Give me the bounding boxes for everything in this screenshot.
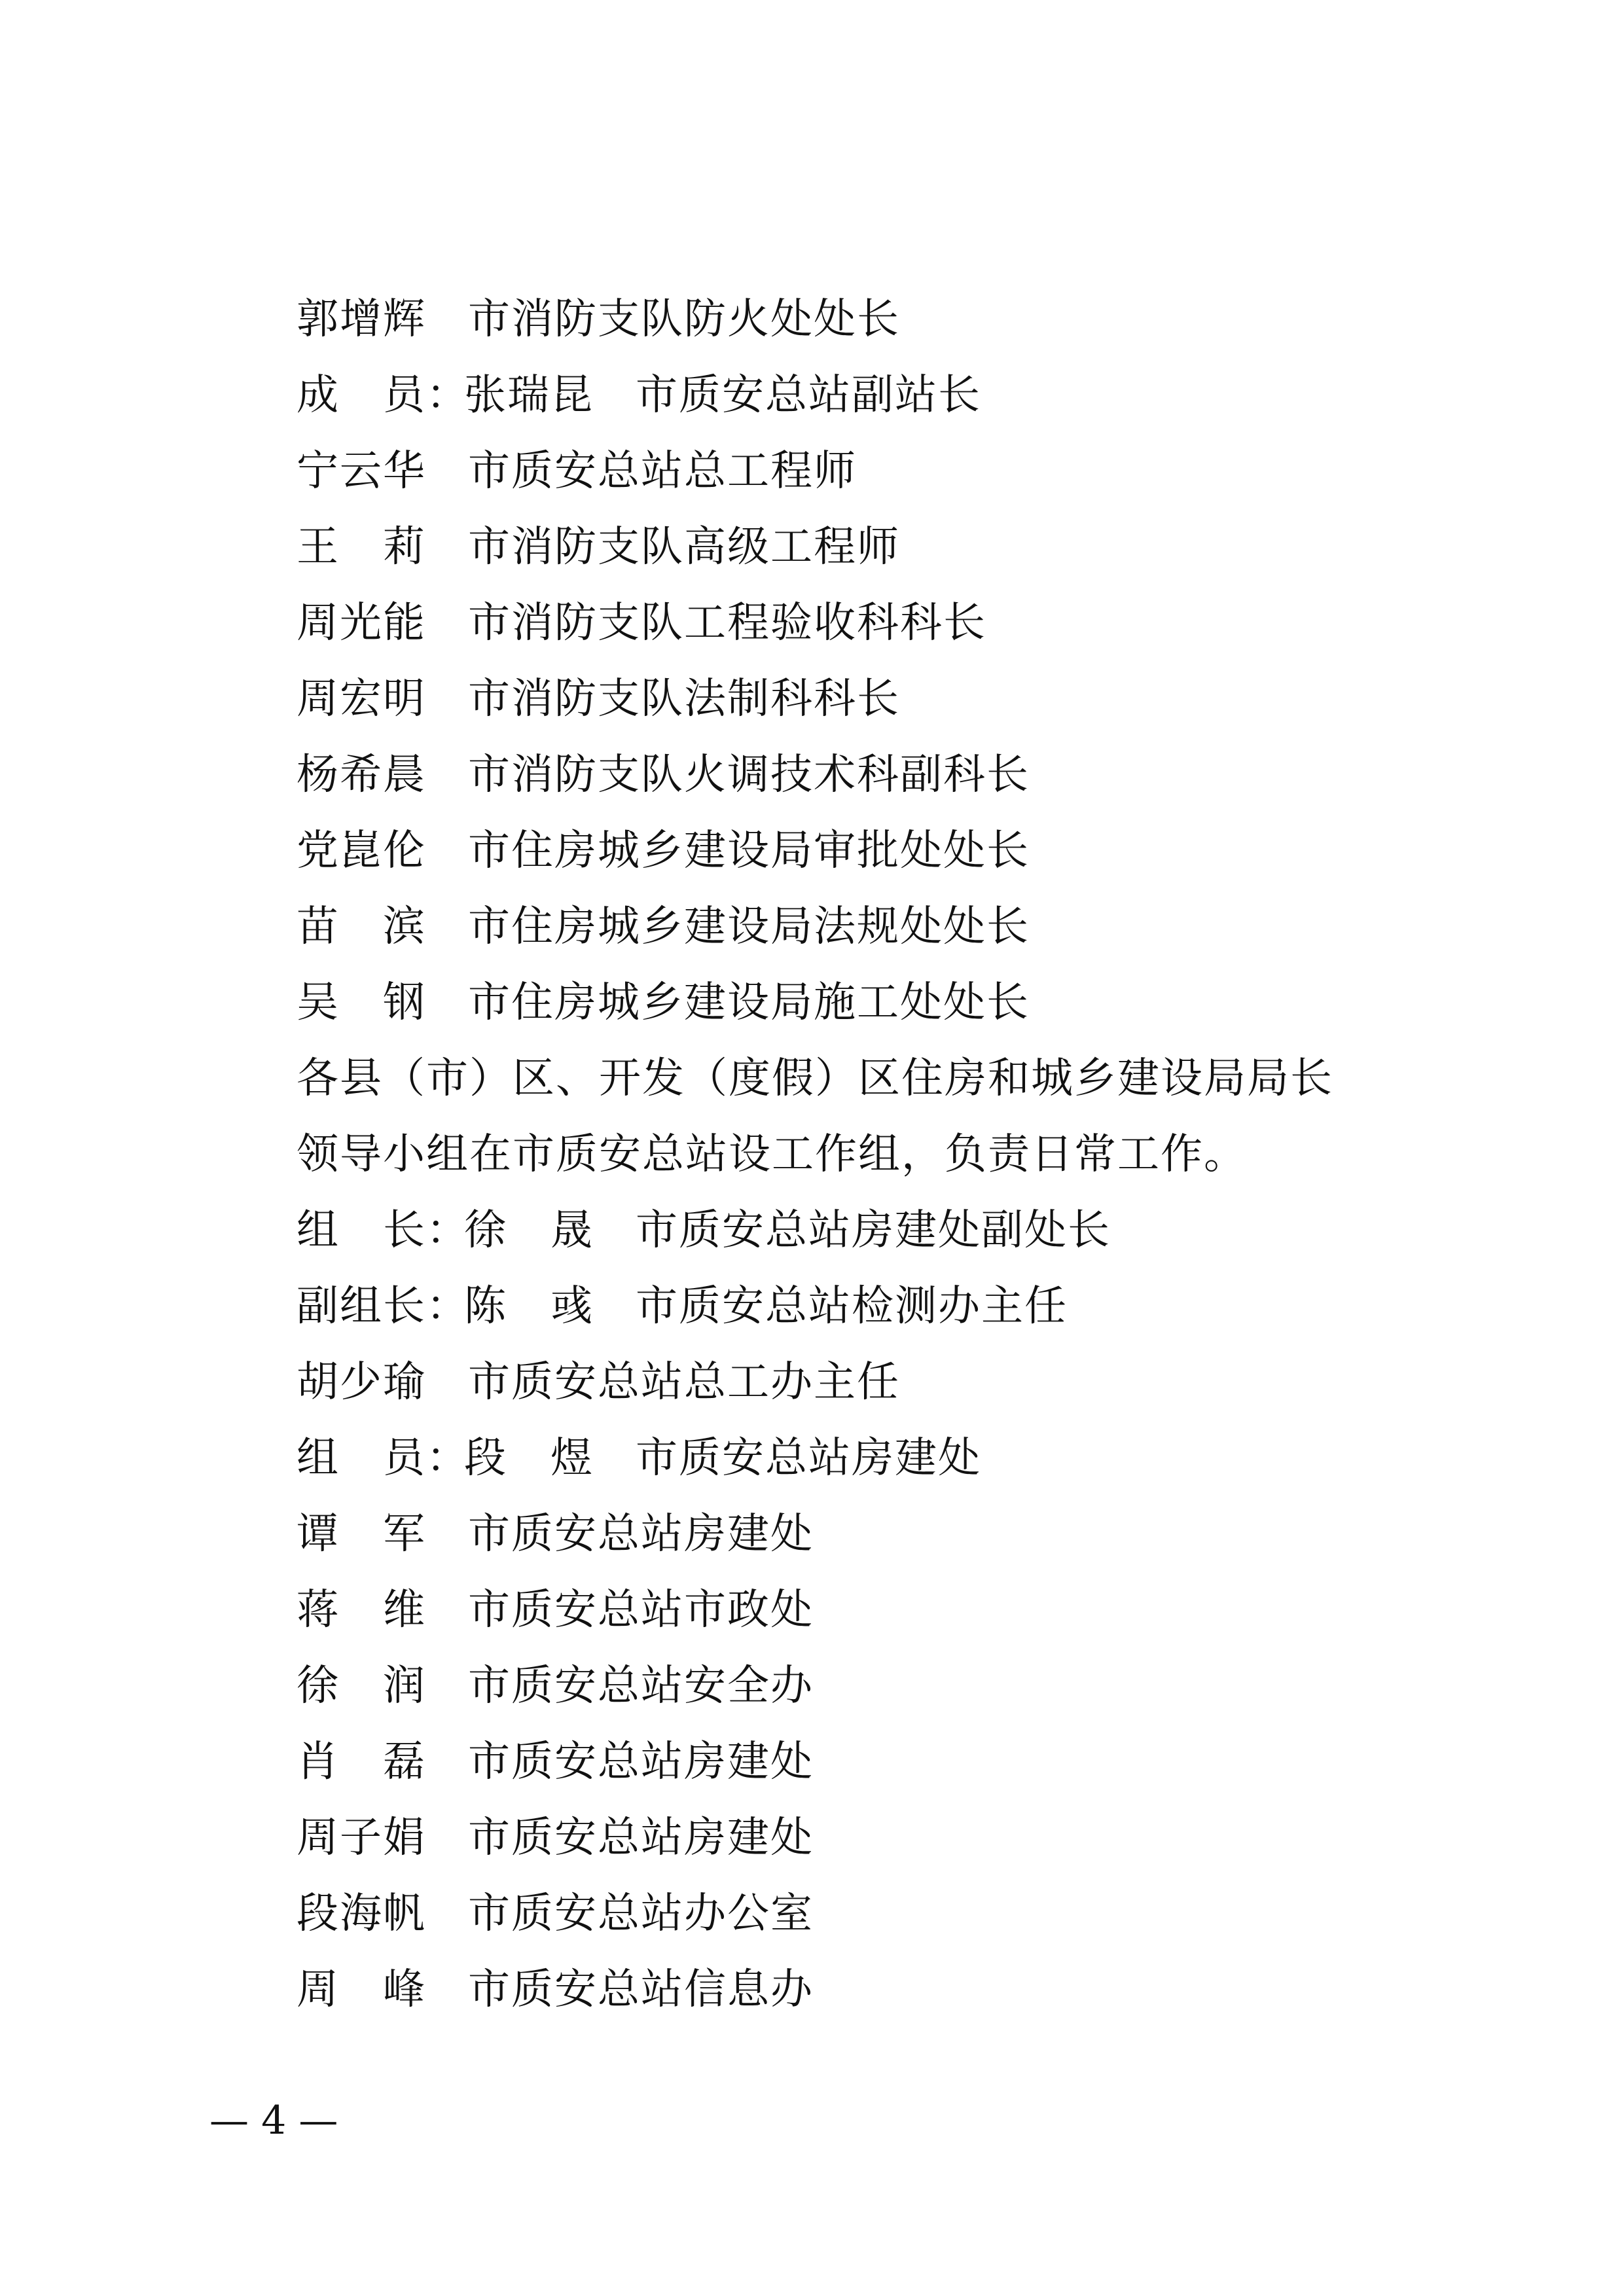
list-item bbox=[297, 1800, 1540, 1876]
member-name: 吴 钢 bbox=[297, 978, 426, 1027]
member-name: 蒋 维 bbox=[297, 1586, 426, 1634]
member-position: 市质安总站副站长 bbox=[636, 371, 981, 420]
member-position: 市质安总站房建处副处长 bbox=[636, 1206, 1111, 1255]
member-name: 周光能 bbox=[297, 599, 426, 647]
list-item bbox=[297, 1268, 1540, 1344]
member-role: 副组长： bbox=[297, 1282, 469, 1331]
member-name: 郭增辉 bbox=[297, 295, 426, 344]
member-name: 陈 彧 bbox=[464, 1282, 594, 1331]
member-name: 党崑伦 bbox=[297, 827, 426, 875]
member-name: 王 莉 bbox=[297, 523, 426, 571]
list-item bbox=[297, 1344, 1540, 1420]
list-item bbox=[297, 1952, 1540, 2028]
member-name: 肖 磊 bbox=[297, 1738, 426, 1786]
member-name: 段海帆 bbox=[297, 1890, 426, 1938]
member-position: 市消防支队工程验收科科长 bbox=[468, 599, 986, 647]
member-position: 市消防支队防火处处长 bbox=[468, 295, 900, 344]
member-name: 徐 晟 bbox=[464, 1206, 594, 1255]
county-line: 各县（市）区、开发（度假）区住房和城乡建设局局长 bbox=[297, 1054, 1333, 1103]
member-position: 市消防支队法制科科长 bbox=[468, 675, 900, 723]
member-position: 市质安总站安全办 bbox=[468, 1662, 814, 1710]
list-item bbox=[297, 889, 1540, 965]
member-role: 组 长： bbox=[297, 1206, 469, 1255]
member-position: 市质安总站检测办主任 bbox=[636, 1282, 1068, 1331]
workgroup-line: 领导小组在市质安总站设工作组，负责日常工作。 bbox=[297, 1130, 1247, 1179]
member-name: 张瑞昆 bbox=[464, 371, 594, 420]
list-item bbox=[297, 1420, 1540, 1496]
member-name: 周 峰 bbox=[297, 1965, 426, 2014]
member-name: 周宏明 bbox=[297, 675, 426, 723]
list-item bbox=[297, 813, 1540, 889]
list-item bbox=[297, 1193, 1540, 1268]
member-position: 市质安总站房建处 bbox=[468, 1738, 814, 1786]
list-item bbox=[297, 281, 1540, 357]
list-item bbox=[297, 661, 1540, 737]
member-position: 市质安总站市政处 bbox=[468, 1586, 814, 1634]
member-name: 胡少瑜 bbox=[297, 1358, 426, 1407]
member-list bbox=[297, 281, 1540, 2028]
member-position: 市质安总站办公室 bbox=[468, 1890, 814, 1938]
member-name: 宁云华 bbox=[297, 447, 426, 495]
member-position: 市消防支队高级工程师 bbox=[468, 523, 900, 571]
member-name: 徐 润 bbox=[297, 1662, 426, 1710]
member-name: 周子娟 bbox=[297, 1814, 426, 1862]
member-role: 成 员： bbox=[297, 371, 469, 420]
member-position: 市住房城乡建设局施工处处长 bbox=[468, 978, 1030, 1027]
list-item bbox=[297, 737, 1540, 813]
member-position: 市住房城乡建设局审批处处长 bbox=[468, 827, 1030, 875]
member-position: 市质安总站总工程师 bbox=[468, 447, 857, 495]
list-item bbox=[297, 1648, 1540, 1724]
member-position: 市消防支队火调技术科副科长 bbox=[468, 751, 1030, 799]
list-item bbox=[297, 1876, 1540, 1952]
member-name: 段 煜 bbox=[464, 1434, 594, 1482]
member-name: 谭 军 bbox=[297, 1510, 426, 1558]
list-item bbox=[297, 1724, 1540, 1800]
member-position: 市质安总站总工办主任 bbox=[468, 1358, 900, 1407]
member-position: 市住房城乡建设局法规处处长 bbox=[468, 903, 1030, 951]
list-item bbox=[297, 433, 1540, 509]
member-name: 杨希晨 bbox=[297, 751, 426, 799]
list-item bbox=[297, 1496, 1540, 1572]
member-name: 苗 滨 bbox=[297, 903, 426, 951]
list-item bbox=[297, 509, 1540, 585]
member-role: 组 员： bbox=[297, 1434, 469, 1482]
member-position: 市质安总站房建处 bbox=[468, 1510, 814, 1558]
member-position: 市质安总站信息办 bbox=[468, 1965, 814, 2014]
member-position: 市质安总站房建处 bbox=[468, 1814, 814, 1862]
member-position: 市质安总站房建处 bbox=[636, 1434, 981, 1482]
list-item bbox=[297, 357, 1540, 433]
list-item bbox=[297, 585, 1540, 661]
list-item bbox=[297, 1572, 1540, 1648]
page-number: — 4 — bbox=[209, 2098, 338, 2144]
list-item bbox=[297, 965, 1540, 1041]
